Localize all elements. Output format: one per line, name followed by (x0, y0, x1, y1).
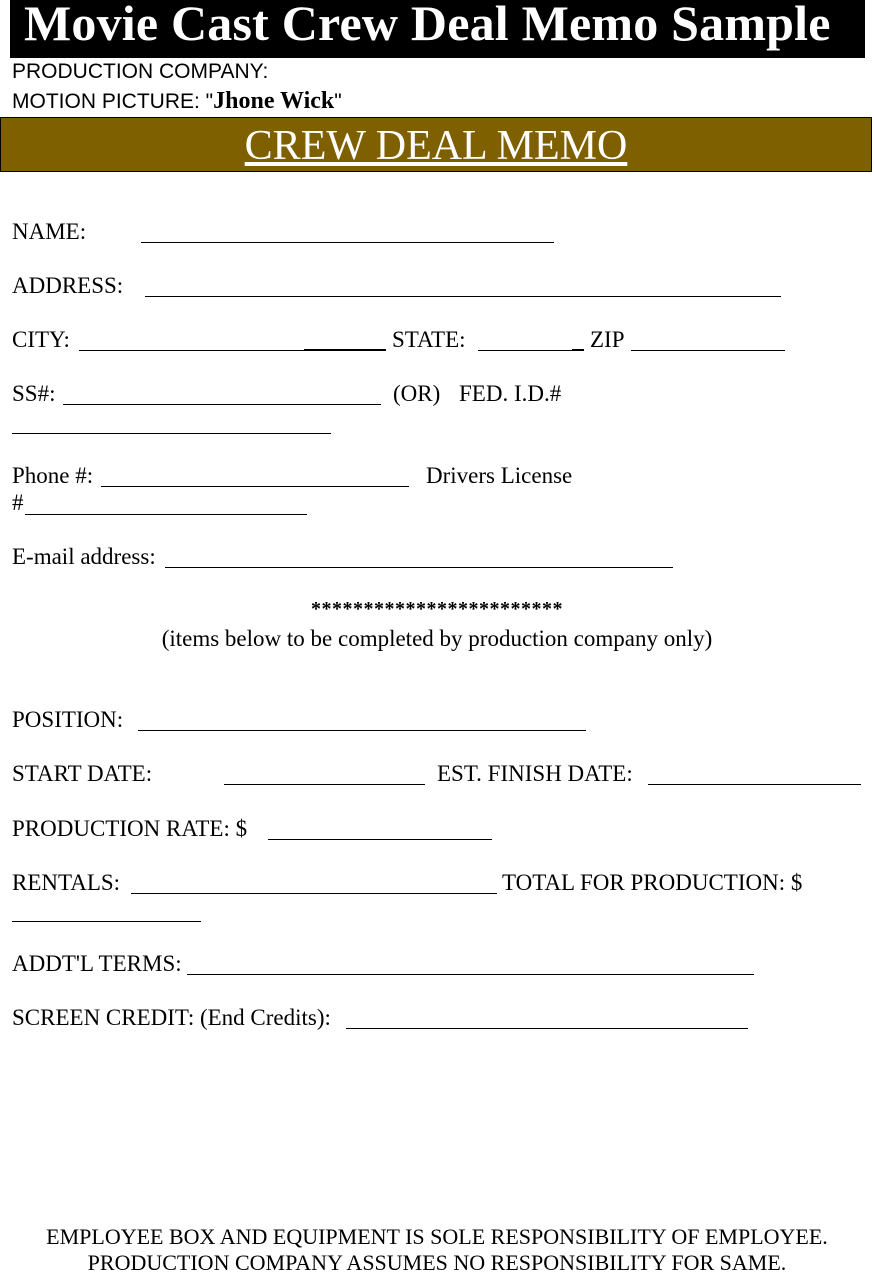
separator-note: (items below to be completed by production company only) (161, 626, 713, 651)
screen-credit-field[interactable] (346, 1028, 748, 1029)
city-field-extension[interactable] (304, 349, 386, 351)
address-field[interactable] (145, 296, 781, 297)
city-label: CITY: (12, 327, 70, 352)
phone-label: Phone #: (12, 463, 94, 488)
drivers-license-field[interactable] (25, 514, 307, 515)
banner-title: CREW DEAL MEMO (244, 123, 628, 169)
movie-title: Jhone Wick (213, 88, 335, 114)
state-label: STATE: (392, 327, 466, 352)
start-date-field[interactable] (224, 784, 425, 785)
rentals-field[interactable] (131, 893, 497, 894)
name-field[interactable] (141, 242, 554, 243)
total-for-production-field[interactable] (12, 921, 201, 922)
title-bar (10, 0, 865, 58)
or-label: (OR) (393, 381, 441, 406)
motion-picture-close-quote: " (334, 90, 342, 113)
footer-line-1: EMPLOYEE BOX AND EQUIPMENT IS SOLE RESPONSIBILITY OF EMPLOYEE. (46, 1224, 828, 1249)
city-field[interactable] (79, 350, 304, 351)
addtl-terms-field[interactable] (187, 974, 754, 975)
separator-stars: ************************ (311, 598, 563, 620)
position-label: POSITION: (12, 707, 124, 732)
start-date-label: START DATE: (12, 761, 153, 786)
fed-id-label: FED. I.D.# (459, 381, 562, 406)
zip-label: ZIP (590, 327, 625, 352)
ss-field[interactable] (63, 404, 381, 405)
est-finish-date-field[interactable] (648, 784, 861, 785)
drivers-license-label: Drivers License (426, 463, 573, 488)
email-label: E-mail address: (12, 544, 156, 569)
address-label: ADDRESS: (12, 273, 124, 298)
motion-picture-line (12, 88, 342, 115)
zip-field[interactable] (631, 350, 785, 351)
est-finish-date-label: EST. FINISH DATE: (437, 761, 633, 786)
motion-picture-label: MOTION PICTURE: " (12, 90, 214, 113)
fed-id-field[interactable] (12, 433, 331, 434)
position-field[interactable] (138, 730, 586, 731)
production-rate-field[interactable] (268, 839, 492, 840)
rentals-label: RENTALS: (12, 870, 121, 895)
total-for-production-label: TOTAL FOR PRODUCTION: $ (502, 870, 803, 895)
footer-line-2: PRODUCTION COMPANY ASSUMES NO RESPONSIBILITY FOR SAME. (87, 1250, 787, 1275)
name-label: NAME: (12, 219, 87, 244)
addtl-terms-label: ADDT'L TERMS: (12, 951, 182, 976)
crew-deal-memo-banner (0, 117, 872, 172)
ss-label: SS#: (12, 381, 56, 406)
state-field[interactable] (478, 350, 572, 351)
document-title: Movie Cast Crew Deal Memo Sample (24, 0, 831, 51)
phone-field[interactable] (101, 486, 409, 487)
screen-credit-label: SCREEN CREDIT: (End Credits): (12, 1005, 331, 1030)
production-rate-label: PRODUCTION RATE: $ (12, 816, 248, 841)
email-field[interactable] (165, 567, 673, 568)
state-field-extension[interactable] (572, 349, 584, 351)
production-company-label: PRODUCTION COMPANY: (12, 60, 269, 83)
drivers-license-hash: # (12, 490, 24, 515)
